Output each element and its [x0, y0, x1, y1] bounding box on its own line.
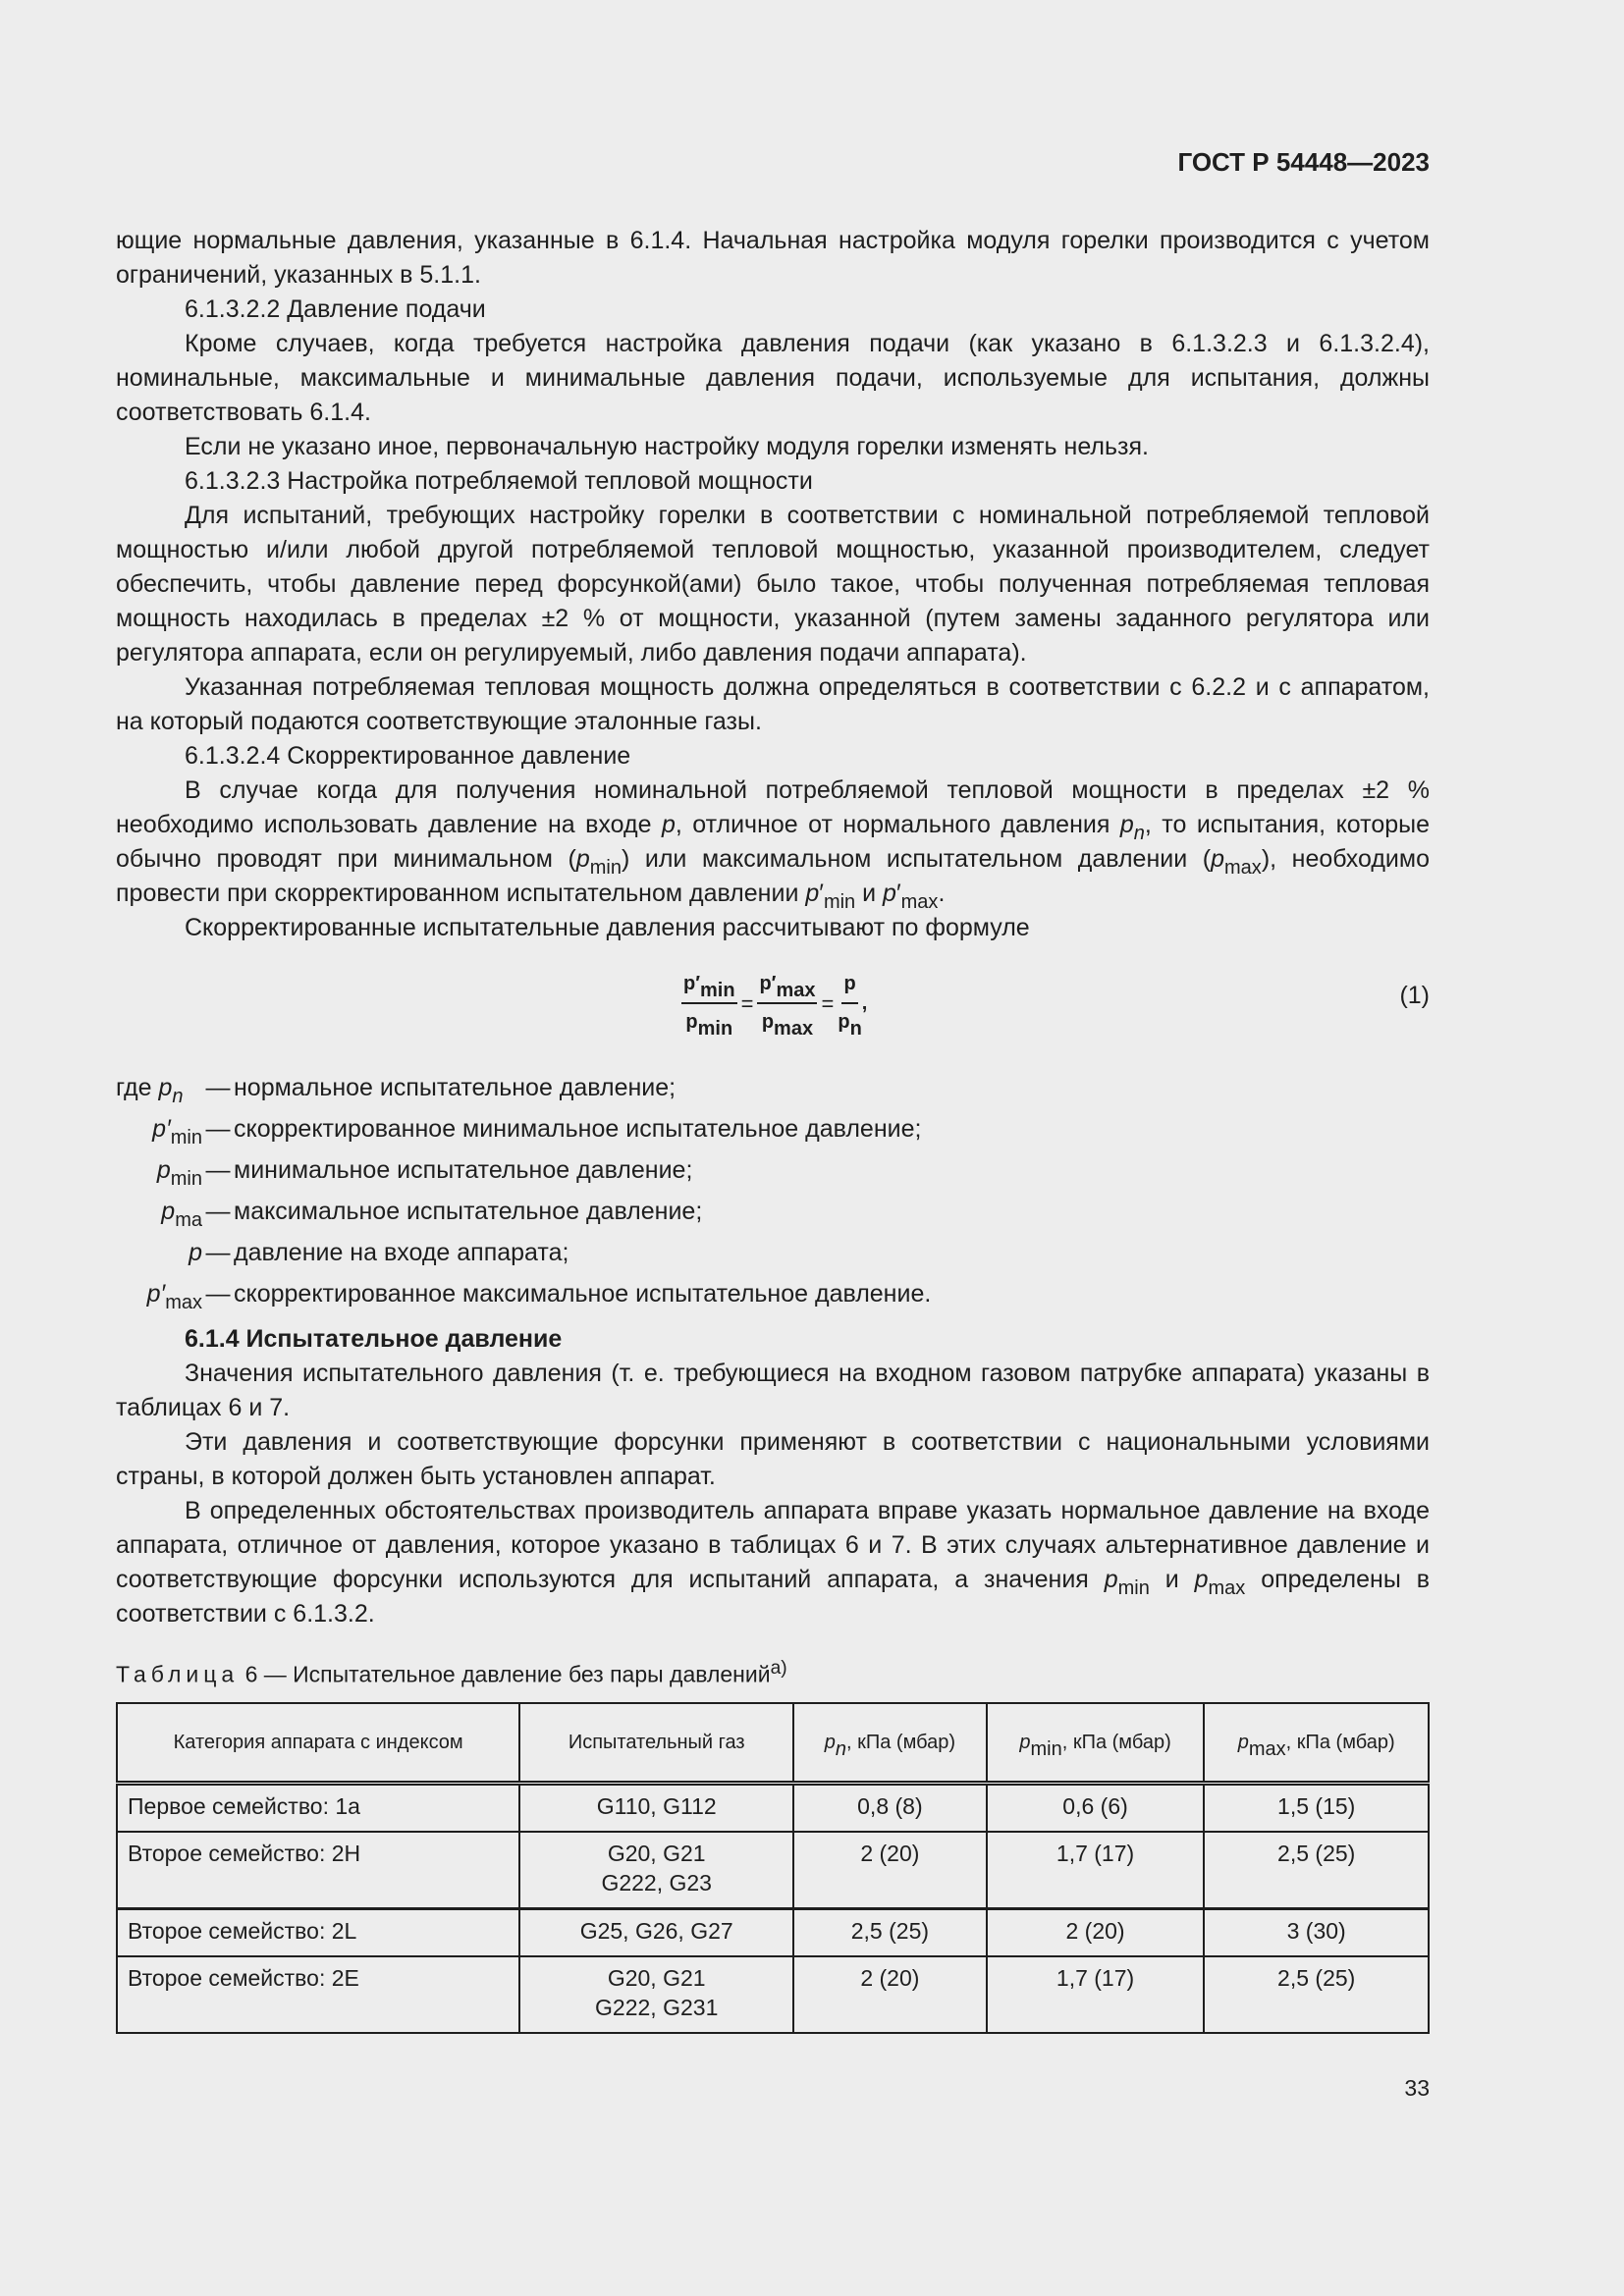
paragraph-alternative-pressure: В определенных обстоятельствах производитель аппарата вправе указать нормальное давление на входе аппарата, отличное от давления, которое указано в таблицах 6 и 7. В этих случаях альтернативное давление и соответствующие форсунки используются для испытаний аппарата, а значения $p_{min}$ и $p_{max}$ определены в соответствии с 6.1.3.2.: [116, 1497, 1430, 1628]
cell-category: Второе семейство: 2E: [117, 1956, 519, 2033]
definition-symbol: $p'_{min}$: [152, 1114, 202, 1148]
header-category: Категория аппарата с индексом: [117, 1703, 519, 1784]
paragraph: Эти давления и соответствующие форсунки применяют в соответствии с национальными условиями страны, в которой должен быть установлен аппарат.: [116, 1428, 1430, 1490]
definition-dash: —: [205, 1114, 231, 1143]
page-number: 33: [1404, 2075, 1430, 2101]
table-row: [117, 1783, 1429, 1832]
definition-row: [116, 1232, 1430, 1273]
cell-gas: [519, 1956, 793, 2033]
cell-gas: [519, 1783, 793, 1832]
cell-pn: 2 (20): [793, 1832, 987, 1909]
formula-1: [116, 959, 1430, 1047]
definition-text: нормальное испытательное давление;: [234, 1073, 677, 1101]
cell-pmin: 0,6 (6): [987, 1783, 1205, 1832]
table-row: [117, 1832, 1429, 1909]
section-heading: 6.1.4 Испытательное давление: [185, 1325, 563, 1353]
definition-dash: —: [205, 1238, 231, 1266]
formula-expression: $\frac{p'_{min}}{p_{min}}$ = $\frac{p'_{max}}{p_{max}}$ = $\frac{p}{p_n}$ ,: [681, 967, 867, 1040]
definition-text: скорректированное минимальное испытательное давление;: [234, 1114, 922, 1143]
table-caption: Таблица 6 — Испытательное давление без пары давлений$^{а)}$: [116, 1658, 787, 1687]
definition-symbol: $p_{ma}$: [161, 1197, 202, 1231]
page-content: [116, 224, 1430, 2034]
paragraph: Значения испытательного давления (т. е. требующиеся на входном газовом патрубке аппарата) указаны в таблицах 6 и 7.: [116, 1360, 1430, 1421]
definitions-list: [116, 1067, 1430, 1314]
cell-pmax: 3 (30): [1204, 1908, 1429, 1956]
gas-line: G110, G112: [596, 1792, 717, 1819]
document-header: ГОСТ Р 54448—2023: [1177, 147, 1430, 177]
paragraph: Скорректированные испытательные давления рассчитывают по формуле: [185, 914, 1030, 941]
cell-pmax: 2,5 (25): [1204, 1956, 1429, 2033]
gas-line: G25, G26, G27: [579, 1917, 733, 1944]
paragraph-corrected-pressure: В случае когда для получения номинальной потребляемой тепловой мощности в пределах ±2 % необходимо использовать давление на входе p, отличное от нормального давления $p_n$, то испытания, которые обычно проводят при минимальном $(p_{min})$ или максимальном испытательном давлении $(p_{max})$, необходимо провести при скорректированном испытательном давлении $p'_{min}$ и $p'_{max}$.: [116, 776, 1430, 913]
cell-pn: 2,5 (25): [793, 1908, 987, 1956]
cell-pn: 0,8 (8): [793, 1783, 987, 1832]
gas-line: G20, G21: [607, 1964, 706, 1991]
definition-dash: —: [205, 1197, 231, 1225]
definition-row: [116, 1191, 1430, 1232]
cell-pmax: 2,5 (25): [1204, 1832, 1429, 1909]
header-pmin: $p_{min}$, кПа (мбар): [987, 1703, 1205, 1784]
cell-category: Первое семейство: 1a: [117, 1783, 519, 1832]
gas-line: G222, G231: [595, 1994, 719, 2020]
table-row: [117, 1908, 1429, 1956]
gas-line: G20, G21: [607, 1840, 706, 1866]
table-row: [117, 1956, 1429, 2033]
test-pressure-table: [116, 1702, 1430, 2034]
cell-category: Второе семейство: 2H: [117, 1832, 519, 1909]
definition-symbol: $p_{min}$: [156, 1155, 202, 1190]
gas-line: G222, G23: [601, 1869, 712, 1896]
header-pmax: $p_{max}$, кПа (мбар): [1204, 1703, 1429, 1784]
cell-pmin: 2 (20): [987, 1908, 1205, 1956]
subsection-heading: 6.1.3.2.3 Настройка потребляемой тепловой мощности: [185, 467, 813, 495]
cell-gas: [519, 1908, 793, 1956]
fraction-p-pn: $\frac{p}{p_n}$: [838, 967, 861, 1040]
definition-dash: —: [205, 1155, 231, 1184]
definition-text: минимальное испытательное давление;: [234, 1155, 693, 1184]
paragraph: ющие нормальные давления, указанные в 6.1.4. Начальная настройка модуля горелки производится с учетом ограничений, указанных в 5.1.1.: [116, 227, 1430, 289]
paragraph: Кроме случаев, когда требуется настройка давления подачи (как указано в 6.1.3.2.3 и 6.1.3.2.4), номинальные, максимальные и минимальные давления подачи, используемые для испытания, должны соответствовать 6.1.4.: [116, 330, 1430, 426]
paragraph: Для испытаний, требующих настройку горелки в соответствии с номинальной потребляемой тепловой мощностью и/или любой другой потребляемой тепловой мощностью, указанной производителем, следует обеспечить, чтобы давление перед форсункой(ами) было такое, чтобы полученная потребляемая тепловая мощность находилась в пределах ±2 % от мощности, указанной (путем замены заданного регулятора или регулятора аппарата, если он регулируемый, либо давления подачи аппарата).: [116, 502, 1430, 667]
cell-gas: [519, 1832, 793, 1909]
paragraph: Если не указано иное, первоначальную настройку модуля горелки изменять нельзя.: [185, 433, 1149, 460]
header-pn: $p_n$, кПа (мбар): [793, 1703, 987, 1784]
definition-row: [116, 1108, 1430, 1149]
cell-category: Второе семейство: 2L: [117, 1908, 519, 1956]
definition-symbol: $p'_{max}$: [146, 1279, 202, 1313]
definition-text: скорректированное максимальное испытательное давление.: [234, 1279, 932, 1308]
definition-row: [116, 1273, 1430, 1314]
header-gas: Испытательный газ: [519, 1703, 793, 1784]
cell-pmax: 1,5 (15): [1204, 1783, 1429, 1832]
cell-pmin: 1,7 (17): [987, 1956, 1205, 2033]
fraction-pmin-prime: $\frac{p'_{min}}{p_{min}}$: [681, 967, 737, 1040]
fraction-pmax-prime: $\frac{p'_{max}}{p_{max}}$: [757, 967, 817, 1040]
definition-row: [116, 1067, 1430, 1108]
definition-text: давление на входе аппарата;: [234, 1238, 569, 1266]
subsection-heading: 6.1.3.2.4 Скорректированное давление: [185, 742, 631, 770]
paragraph: Указанная потребляемая тепловая мощность должна определяться в соответствии с 6.2.2 и с аппаратом, на который подаются соответствующие эталонные газы.: [116, 673, 1430, 735]
definition-dash: —: [205, 1073, 231, 1101]
equation-number: (1): [1399, 982, 1430, 1009]
definition-dash: —: [205, 1279, 231, 1308]
definition-symbol: p: [189, 1238, 202, 1266]
definition-text: максимальное испытательное давление;: [234, 1197, 703, 1225]
subsection-heading: 6.1.3.2.2 Давление подачи: [185, 295, 486, 323]
definition-row: [116, 1149, 1430, 1191]
cell-pmin: 1,7 (17): [987, 1832, 1205, 1909]
cell-pn: 2 (20): [793, 1956, 987, 2033]
definition-symbol: где $p_n$: [116, 1073, 184, 1107]
